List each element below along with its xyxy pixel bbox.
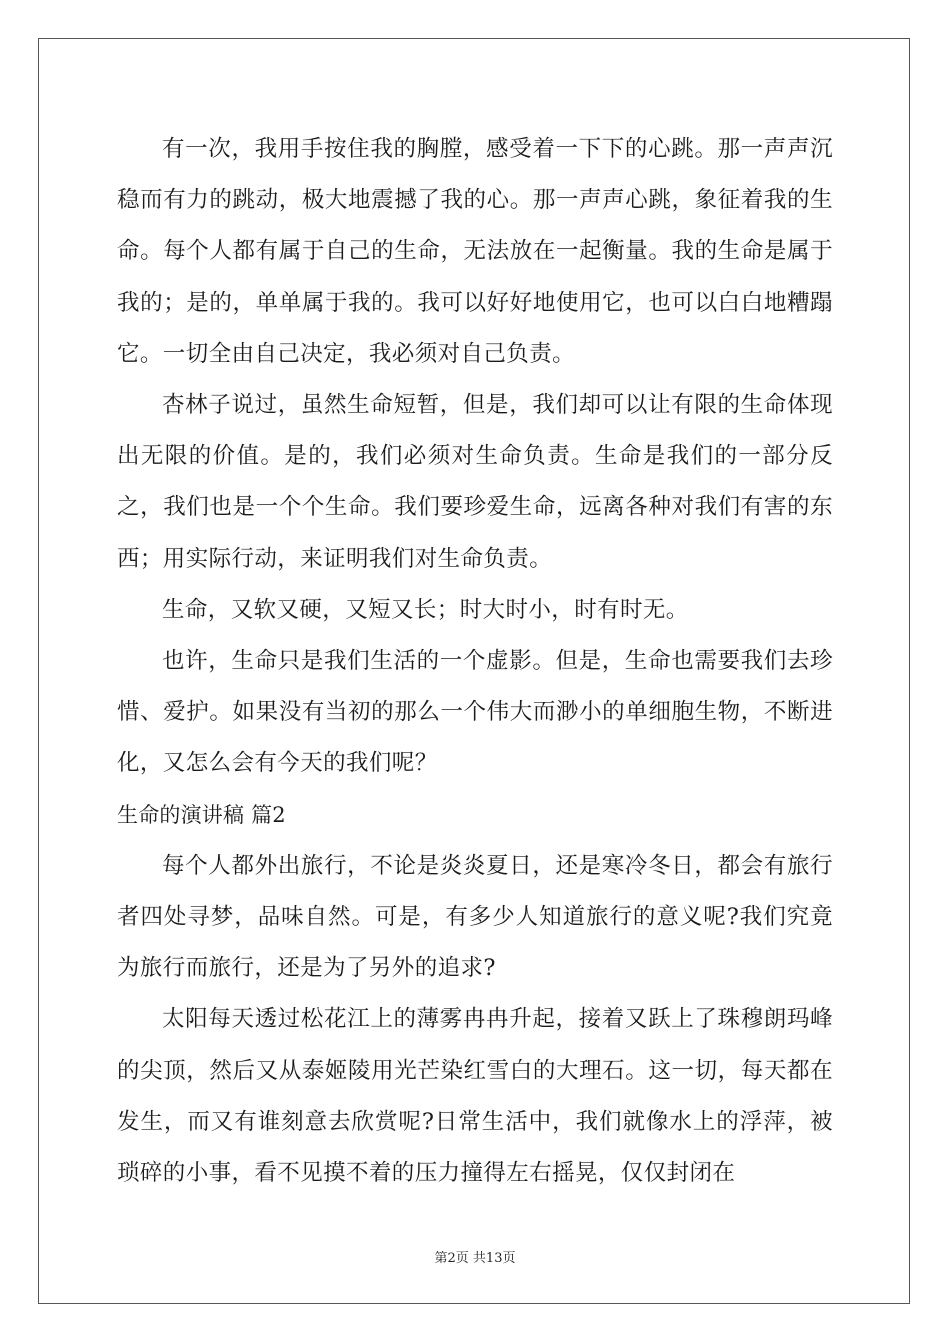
paragraph-travel: 每个人都外出旅行，不论是炎炎夏日，还是寒冷冬日，都会有旅行者四处寻梦，品味自然。可是，有多少人知道旅行的意义呢?我们究竟为旅行而旅行，还是为了另外的追求? xyxy=(117,852,833,982)
paragraph-xinglinzi: 杏林子说过，虽然生命短暂，但是，我们却可以让有限的生命体现出无限的价值。是的，我们必须对生命负责。生命是我们的一部分反之，我们也是一个个生命。我们要珍爱生命，远离各种对我们有害的东西；用实际行动，来证明我们对生命负责。 xyxy=(117,392,833,572)
paragraph-life-soft-hard: 生命，又软又硬，又短又长；时大时小，时有时无。 xyxy=(162,596,689,623)
section-heading: 生命的演讲稿 篇2 xyxy=(117,802,286,827)
paragraph-life-shadow: 也许，生命只是我们生活的一个虚影。但是，生命也需要我们去珍惜、爱护。如果没有当初的那么一个伟大而渺小的单细胞生物，不断进化，又怎么会有今天的我们呢？ xyxy=(117,648,833,777)
page-footer: 第2页 共13页 xyxy=(434,1251,516,1266)
paragraph-heartbeat: 有一次，我用手按住我的胸膛，感受着一下下的心跳。那一声声沉稳而有力的跳动，极大地震撼了我的心。那一声声心跳，象征着我的生命。每个人都有属于自己的生命，无法放在一起衡量。我的生命是属于我的；是的，单单属于我的。我可以好好地使用它，也可以白白地糟蹋它。一切全由自己决定，我必须对自己负责。 xyxy=(117,136,833,367)
document-body xyxy=(117,124,833,1199)
paragraph-sun: 太阳每天透过松花江上的薄雾冉冉升起，接着又跃上了珠穆朗玛峰的尖顶，然后又从泰姬陵用光芒染红雪白的大理石。这一切，每天都在发生，而又有谁刻意去欣赏呢?日常生活中，我们就像水上的浮萍，被琐碎的小事，看不见摸不着的压力撞得左右摇晃，仅仅封闭在 xyxy=(117,1006,833,1187)
